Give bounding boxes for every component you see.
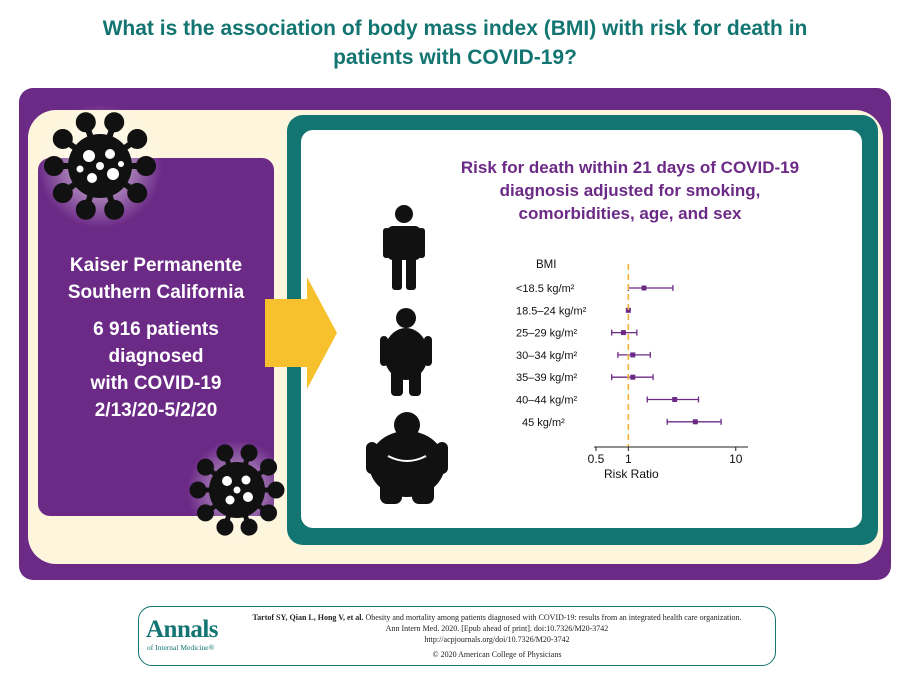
virus-spike-tip	[263, 507, 275, 519]
virus-spike-tip	[79, 115, 93, 129]
citation-title: Obesity and mortality among patients diagnosed with COVID-19: results from an integrated health care organization.	[363, 613, 742, 622]
patient-count: 6 916 patients	[93, 319, 219, 340]
virus-spike-tip	[130, 186, 144, 200]
study-site-line-2: Southern California	[67, 282, 245, 303]
virus-spike-tip	[56, 186, 70, 200]
virus-icon	[38, 104, 162, 228]
study-details	[38, 316, 274, 424]
virus-spike-tip	[79, 203, 93, 217]
virus-spike-tip	[130, 132, 144, 146]
chart-title-line-3: comorbidities, age, and sex	[518, 204, 742, 223]
diagnosed-line: diagnosed	[108, 346, 204, 367]
virus-spike-tip	[243, 447, 255, 459]
x-tick-label: 1	[624, 452, 632, 466]
journal-logo-subtitle: of Internal Medicine®	[147, 643, 215, 652]
journal-logo: Annals	[146, 616, 219, 643]
x-axis-label: Risk Ratio	[603, 467, 659, 481]
risk-ratio-point	[672, 397, 677, 402]
virus-spike-tip	[219, 521, 231, 533]
bmi-row-label: 45 kg/m²	[522, 416, 565, 429]
page-title	[0, 14, 910, 72]
bmi-column-header: BMI	[536, 259, 557, 271]
chart-title	[420, 156, 840, 225]
arrow-icon	[265, 277, 337, 389]
virus-icon-small	[187, 440, 287, 540]
risk-ratio-point	[621, 330, 626, 335]
risk-ratio-point	[693, 419, 698, 424]
x-tick-label: 10	[729, 452, 743, 466]
citation-copyright: © 2020 American College of Physicians	[432, 650, 562, 659]
forest-plot	[500, 250, 770, 490]
citation-reference	[224, 613, 770, 623]
x-tick-label: 0.5	[587, 452, 605, 466]
title-line-2: patients with COVID-19?	[333, 46, 577, 69]
bmi-row-label: <18.5 kg/m²	[516, 283, 575, 295]
citation-authors: Tartof SY, Qian L, Hong V, et al.	[252, 613, 364, 622]
virus-spike-tip	[199, 507, 211, 519]
citation-journal: Ann Intern Med. 2020. [Epub ahead of print]. doi:10.7326/M20-3742	[385, 624, 609, 633]
bmi-row-label: 18.5–24 kg/m²	[516, 305, 587, 318]
covid-line: with COVID-19	[90, 373, 222, 394]
citation-url[interactable]: http://acpjournals.org/doi/10.7326/M20-3742	[424, 635, 570, 644]
virus-spike-tip	[47, 159, 61, 173]
virus-spike-tip	[263, 461, 275, 473]
obese-person-icon	[366, 412, 448, 504]
virus-spike-tip	[56, 132, 70, 146]
virus-spike-tip	[219, 447, 231, 459]
risk-ratio-point	[630, 375, 635, 380]
bmi-row-label: 25–29 kg/m²	[516, 327, 578, 340]
risk-ratio-point	[642, 286, 647, 291]
virus-spike-tip	[107, 115, 121, 129]
virus-spike-tip	[192, 484, 204, 496]
bmi-row-label: 35–39 kg/m²	[516, 372, 578, 385]
risk-ratio-point	[630, 352, 635, 357]
virus-spike-tip	[107, 203, 121, 217]
thin-person-icon	[383, 204, 425, 290]
bmi-row-label: 40–44 kg/m²	[516, 394, 578, 407]
title-line-1: What is the association of body mass index (BMI) with risk for death in	[102, 17, 808, 40]
chart-title-line-2: diagnosis adjusted for smoking,	[499, 181, 761, 200]
study-site	[38, 252, 274, 306]
virus-spike-tip	[243, 521, 255, 533]
study-dates: 2/13/20-5/2/20	[94, 400, 218, 421]
virus-spike-tip	[270, 484, 282, 496]
virus-spike-tip	[199, 461, 211, 473]
study-site-line-1: Kaiser Permanente	[69, 255, 243, 276]
overweight-person-icon	[380, 308, 432, 396]
chart-title-line-1: Risk for death within 21 days of COVID-19	[460, 158, 800, 177]
virus-spike-tip	[139, 159, 153, 173]
bmi-row-label: 30–34 kg/m²	[516, 349, 578, 362]
